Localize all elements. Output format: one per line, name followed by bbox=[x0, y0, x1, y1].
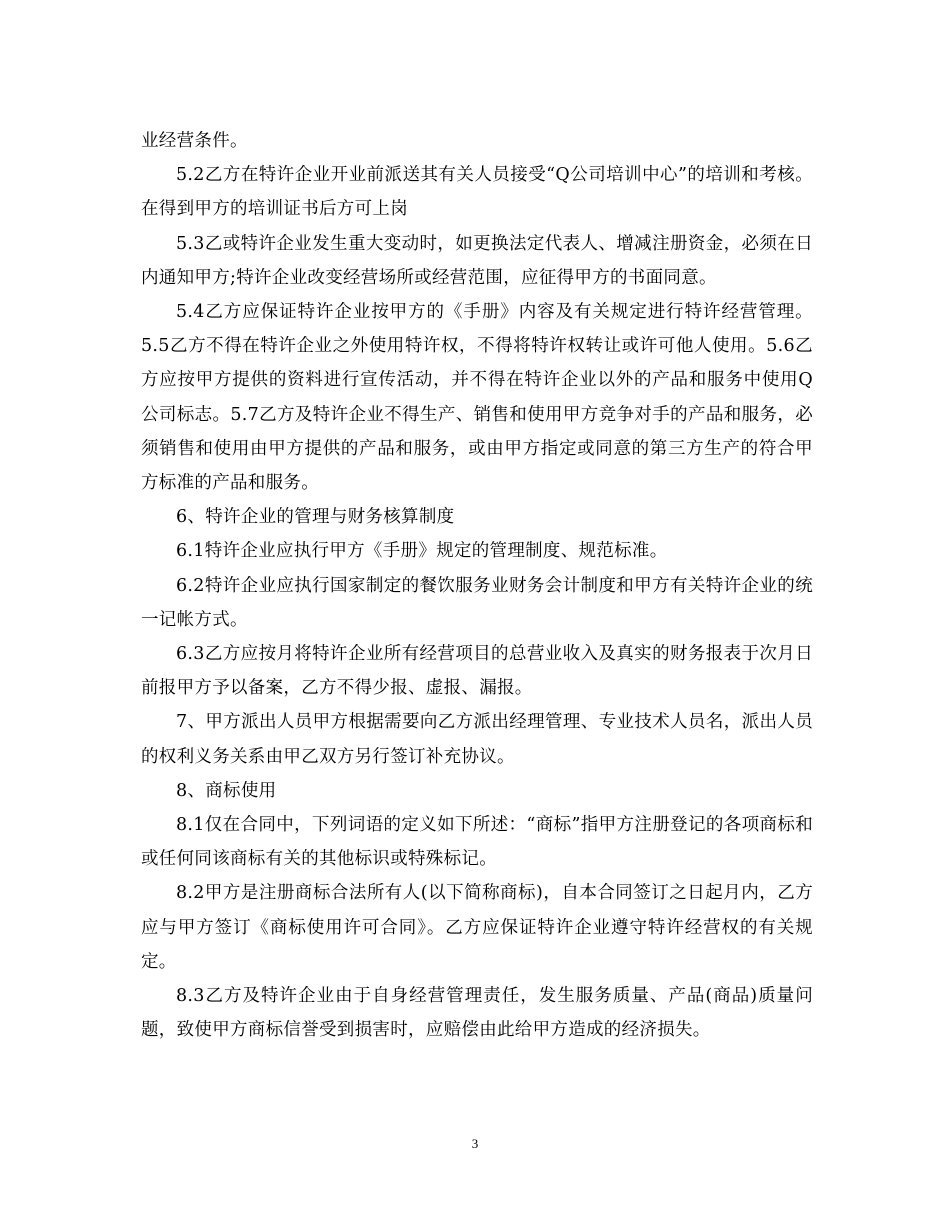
section-heading-6: 6、特许企业的管理与财务核算制度 bbox=[176, 507, 455, 528]
paragraph-6-1: 6.1特许企业应执行甲方《手册》规定的管理制度、规范标准。 bbox=[176, 541, 668, 562]
paragraph-6-2: 6.2特许企业应执行国家制定的餐饮服务业财务会计制度和甲方有关特许企业的统一记帐方式。 bbox=[141, 575, 813, 630]
paragraph-8-1: 8.1仅在合同中，下列词语的定义如下所述：“商标”指甲方注册登记的各项商标和或任何同该商标有关的其他标识或特殊标记。 bbox=[141, 815, 813, 870]
paragraph-6-3: 6.3乙方应按月将特许企业所有经营项目的总营业收入及真实的财务报表于次月日前报甲方予以备案，乙方不得少报、虚报、漏报。 bbox=[141, 644, 813, 699]
paragraph-5-2: 5.2乙方在特许企业开业前派送其有关人员接受“Q公司培训中心”的培训和考核。在得到甲方的培训证书后方可上岗 bbox=[141, 165, 813, 220]
paragraph-8-3: 8.3乙方及特许企业由于自身经营管理责任，发生服务质量、产品(商品)质量问题，致使甲方商标信誉受到损害时，应赔偿由此给甲方造成的经济损失。 bbox=[141, 986, 813, 1041]
paragraph-continuation: 业经营条件。 bbox=[141, 131, 248, 151]
page-number: 3 bbox=[471, 1136, 479, 1151]
paragraph-5-4-to-5-7: 5.4乙方应保证特许企业按甲方的《手册》内容及有关规定进行特许经营管理。5.5乙方不得在特许企业之外使用特许权，不得将特许权转让或许可他人使用。5.6乙方应按甲方提供的资料进行宣传活动，并不得在特许企业以外的产品和服务中使用Q公司标志。5.7乙方及特许企业不得生产、销售和使用甲方竞争对手的产品和服务，必须销售和使用由甲方提供的产品和服务，或由甲方指定或同意的第三方生产的符合甲方标准的产品和服务。 bbox=[141, 302, 813, 494]
paragraph-8-2: 8.2甲方是注册商标合法所有人(以下简称商标)，自本合同签订之日起月内，乙方应与甲方签订《商标使用许可合同》。乙方应保证特许企业遵守特许经营权的有关规定。 bbox=[141, 883, 813, 972]
section-7: 7、甲方派出人员甲方根据需要向乙方派出经理管理、专业技术人员名，派出人员的权利义务关系由甲乙双方另行签订补充协议。 bbox=[141, 712, 813, 767]
document-body bbox=[141, 124, 813, 1047]
section-heading-8: 8、商标使用 bbox=[176, 780, 277, 801]
paragraph-5-3: 5.3乙或特许企业发生重大变动时，如更换法定代表人、增减注册资金，必须在日内通知甲方;特许企业改变经营场所或经营范围，应征得甲方的书面同意。 bbox=[141, 233, 813, 288]
